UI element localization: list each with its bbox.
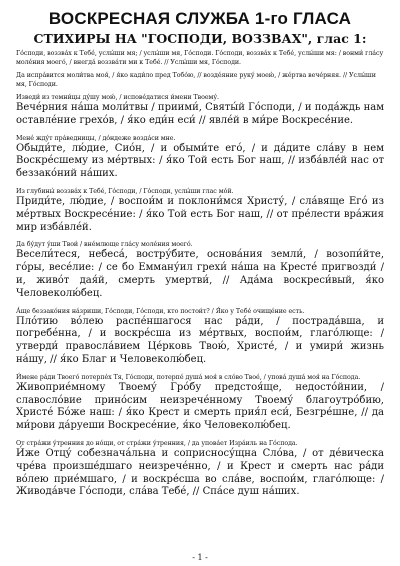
verse-small: Да испра́вится моли́тва моя́, / я́ко кади́ло пред Тобо́ю, // возде́яние руку́ моею́, / же́ртва вече́рняя. // Услы́ши мя, Го́споди. xyxy=(16,72,376,88)
verse-small: От стра́жи у́тренния до но́щи, от стра́жи у́тренния, / да упова́ет Изра́иль на Го́спода. xyxy=(16,439,298,447)
stichera-text: Вече́рния на́ша моли́твы / приими́, Святы́й Го́споди, / и пода́ждь нам оставле́ние грехо́в, / я́ко еди́н еси́ // явле́й в ми́ре Воскресе́ние. xyxy=(16,102,384,126)
stichera-text: Обыди́те, лю́дие, Сио́н, / и обыми́те его́, / и да́дите сла́ву в нем Воскре́сшему из ме́ртвых: / я́ко Той есть Бог наш, // изба́вле́й нас от беззако́ний на́ших. xyxy=(16,142,384,180)
section-subtitle: СТИХИРЫ НА "ГОСПОДИ, ВОЗЗВАХ", глас 1: xyxy=(33,31,367,46)
stichera-text: И́же Отцу́ собезнача́льна и соприсносу́щна Сло́ва, / от де́вическа чре́ва произше́дшаго неизрече́нно, / и Крест и смерть нас ра́ди во́лею прие́мшаго, / и воскре́сша во сла́ве, воспои́м, глаго́люще: / Живода́вче Го́споди, сла́ва Тебе́, // Спа́се душ на́ших. xyxy=(16,447,384,498)
stichera-text: Пло́тию во́лею распе́ншагося нас ра́ди, / пострада́вша, и погребе́нна, / и воскре́сша из ме́ртвых, воспои́м, глаго́люще: / утверди́ правосла́вием Це́рковь Твою́, Христе́, / и умири́ жизнь на́шу, // я́ко Благ и Человеколю́бец. xyxy=(16,315,384,365)
verse-small: Го́споди, воззва́х к Тебе́, услы́ши мя; / услы́ши мя, Го́споди. Го́споди, воззва́х к Тебе́, услы́ши мя: / вонми́ гла́су моле́ния моего́, / внегда́ воззва́ти ми к Тебе́. // Услы́ши мя, Го́споди. xyxy=(16,50,384,66)
verse-small: Мене́ жду́т пра́ведницы, / до́ндеже возда́си мне. xyxy=(16,134,176,142)
verse-small: Да бу́дут у́ши Твои́ / вне́млюще гла́су моле́ния моего́. xyxy=(16,241,193,249)
page-number: - 1 - xyxy=(192,553,208,562)
stichera-text: Весели́теся, небеса́, востру́бите, основа́ния земли́, / возопи́йте, го́ры, весе́лие: / се бо Емману́ил грехи́ на́ша на Кресте́ пригвозди́ / и, живо́т дая́й, смерть умертви́, // Ада́ма воскреси́вый, я́ко Человеколю́бец. xyxy=(16,249,384,299)
stichera-text: Приди́те, лю́дие, / воспои́м и поклони́мся Христу́, / сла́вяще Его́ из ме́ртвых Воскресе́ние: / я́ко Той есть Бог наш, // от пре́лести вра́жия мир изба́вле́й. xyxy=(16,195,384,233)
verse-small: Изведи́ из темни́цы ду́шу мою́, / испове́датися и́мени Твоему́. xyxy=(16,94,219,101)
verse-small: Из глубины́ воззва́х к Тебе́, Го́споди, / Го́споди, услы́ши глас мо́й. xyxy=(16,187,234,195)
verse-small: А́ще беззако́ния на́зриши, Го́споди, Го́споди, кто постои́т? / Я́ко у Тебе́ очище́ние есть. xyxy=(16,307,305,315)
page-title: ВОСКРЕСНАЯ СЛУЖБА 1-го ГЛАСА xyxy=(48,9,352,28)
stichera-text: Живоприе́мному Твоему́ Гро́бу предстоя́ще, недосто́йнии, / славосло́вие прино́сим неизрече́нному Твоему́ благоутро́бию, Христе́ Бо́же наш: / я́ко Крест и смерть прия́л еси́, Безгре́шне, // да ми́рови да́руеши Воскресе́ние, я́ко Человеколю́бец. xyxy=(16,381,384,432)
verse-small: И́мене ра́ди Твоего́ потерпе́х Тя, Го́споди, потерпе́ душа́ моя́ в сло́во Твое́, / упова́ душа́ моя́ на Го́спода. xyxy=(16,373,361,381)
